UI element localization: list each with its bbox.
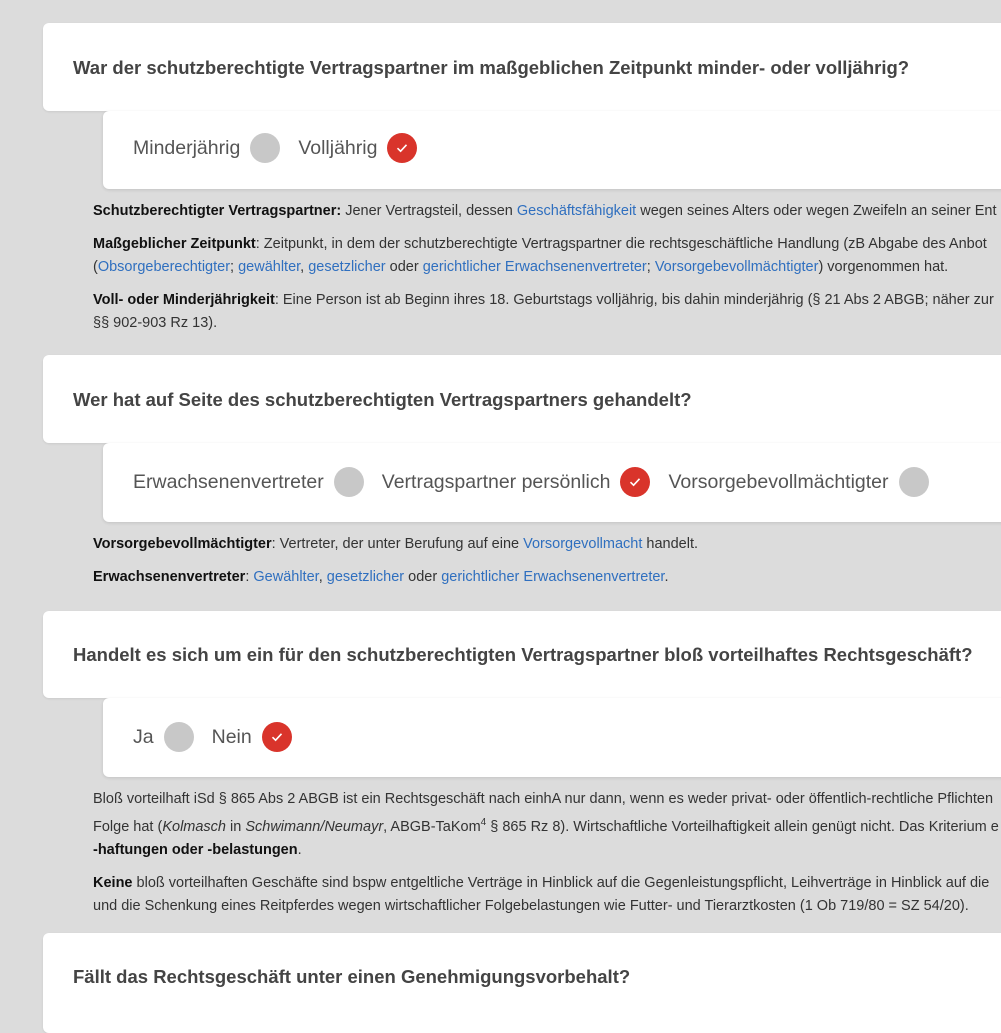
- option-label: Ja: [133, 725, 154, 748]
- option-nein[interactable]: [212, 722, 292, 752]
- text: Jener Vertragsteil, dessen: [341, 203, 517, 219]
- option-ja[interactable]: [133, 722, 194, 752]
- option-label: Vertragspartner persönlich: [381, 470, 611, 493]
- answer-card-advantage: [103, 698, 1001, 777]
- radio-checked-icon[interactable]: [262, 722, 292, 752]
- term: Keine: [93, 874, 133, 891]
- text: ) vorgenommen hat.: [818, 259, 949, 275]
- checkmark-icon: [628, 475, 642, 489]
- question-text: War der schutzberechtigte Vertragspartner im maßgeblichen Zeitpunkt minder- oder volljährig?: [73, 57, 910, 78]
- text: .: [297, 841, 302, 858]
- radio-unchecked-icon[interactable]: [899, 467, 929, 497]
- link-gewaehlter[interactable]: gewählter: [238, 259, 301, 275]
- edition: 4: [480, 817, 487, 828]
- info-block-advantage: [93, 788, 1001, 918]
- answer-card-actor: [103, 443, 1001, 522]
- option-minderjaehrig[interactable]: [133, 133, 280, 163]
- text: oder: [385, 259, 423, 275]
- option-vertragspartner-persoenlich[interactable]: [382, 467, 651, 497]
- link-vorsorgebevollmaechtigter[interactable]: Vorsorgebevollmächtigter: [654, 259, 819, 275]
- question-text: Fällt das Rechtsgeschäft unter einen Genehmigungsvorbehalt?: [73, 966, 631, 987]
- text: , ABGB-TaKom: [383, 818, 481, 835]
- text: (: [93, 259, 98, 275]
- option-label: Erwachsenenvertreter: [133, 470, 324, 493]
- text: Folge hat (: [93, 818, 163, 835]
- text: §§ 902-903 Rz 13).: [93, 315, 218, 331]
- term: Schutzberechtigter Vertragspartner:: [93, 203, 342, 219]
- text: : Zeitpunkt, in dem der schutzberechtigte Vertragspartner die rechtsgeschäftliche Handlung (zB Abgabe des Anbot: [255, 236, 987, 252]
- text: § 865 Rz 8). Wirtschaftliche Vorteilhaftigkeit allein genügt nicht. Das Kriterium e: [486, 818, 999, 835]
- text: ,: [300, 259, 309, 275]
- radio-checked-icon[interactable]: [620, 467, 650, 497]
- question-card-advantage: [43, 611, 1001, 698]
- text: wegen seines Alters oder wegen Zweifeln an seiner Ent: [636, 203, 997, 219]
- text: : Eine Person ist ab Beginn ihres 18. Geburtstags volljährig, bis dahin minderjährig (§ 21 Abs 2 ABGB; näher zur: [274, 292, 994, 308]
- option-vorsorgebevollmaechtigter[interactable]: [668, 467, 928, 497]
- text: .: [664, 569, 669, 585]
- text: handelt.: [642, 536, 699, 552]
- radio-unchecked-icon[interactable]: [250, 133, 280, 163]
- question-text: Wer hat auf Seite des schutzberechtigten Vertragspartners gehandelt?: [73, 389, 692, 410]
- work: Schwimann/Neumayr: [245, 818, 384, 835]
- radio-unchecked-icon[interactable]: [164, 722, 194, 752]
- text: Bloß vorteilhaft iSd § 865 Abs 2 ABGB ist ein Rechtsgeschäft nach einhA nur dann, wenn es weder privat- oder öffentlich-rechtliche Pflichten: [93, 791, 994, 807]
- link-gesetzlicher[interactable]: gesetzlicher: [326, 569, 405, 585]
- option-label: Vorsorgebevollmächtigter: [668, 470, 889, 493]
- text: ;: [230, 259, 239, 275]
- text: bloß vorteilhaften Geschäfte sind bspw entgeltliche Verträge in Hinblick auf die Gegenleistungspflicht, Leihverträge in Hinblick auf die: [132, 874, 990, 891]
- question-text: Handelt es sich um ein für den schutzberechtigten Vertragspartner bloß vorteilhaftes Rechtsgeschäft?: [73, 644, 973, 665]
- option-label: Minderjährig: [133, 136, 241, 159]
- option-label: Volljährig: [298, 136, 378, 159]
- term: Maßgeblicher Zeitpunkt: [93, 236, 256, 252]
- link-vorsorgevollmacht[interactable]: Vorsorgevollmacht: [523, 536, 643, 552]
- info-block-actor: [93, 533, 1001, 589]
- term: Vorsorgebevollmächtigter: [93, 536, 272, 552]
- checkmark-icon: [270, 730, 284, 744]
- text: in: [226, 818, 246, 835]
- question-card-actor: [43, 355, 1001, 443]
- question-card-age: [43, 23, 1001, 111]
- question-card-approval: [43, 933, 1001, 1033]
- checkmark-icon: [395, 141, 409, 155]
- term: -haftungen oder -belastungen: [93, 841, 298, 858]
- term: Erwachsenenvertreter: [93, 569, 246, 585]
- link-obsorgeberechtigter[interactable]: Obsorgeberechtigter: [97, 259, 231, 275]
- radio-unchecked-icon[interactable]: [334, 467, 364, 497]
- text: oder: [404, 569, 442, 585]
- text: ;: [646, 259, 655, 275]
- link-gerichtlicher-erwachsenenvertreter[interactable]: gerichtlicher Erwachsenenvertreter: [441, 569, 665, 585]
- text: ,: [318, 569, 327, 585]
- option-erwachsenenvertreter[interactable]: [133, 467, 364, 497]
- link-geschaeftsfaehigkeit[interactable]: Geschäftsfähigkeit: [516, 203, 637, 219]
- option-volljaehrig[interactable]: [298, 133, 417, 163]
- link-gewaehlter[interactable]: Gewählter: [253, 569, 319, 585]
- author: Kolmasch: [162, 818, 226, 835]
- radio-checked-icon[interactable]: [387, 133, 417, 163]
- text: und die Schenkung eines Reitpferdes wegen wirtschaftlicher Folgebelastungen wie Futter- und Tierarztkosten (1 Ob 719/80 = SZ 54/20).: [93, 897, 969, 914]
- link-gesetzlicher[interactable]: gesetzlicher: [308, 259, 386, 275]
- option-label: Nein: [211, 725, 252, 748]
- text: : Vertreter, der unter Berufung auf eine: [271, 536, 524, 552]
- link-gerichtlicher-erwachsenenvertreter[interactable]: gerichtlicher Erwachsenenvertreter: [422, 259, 647, 275]
- answer-card-age: [103, 111, 1001, 189]
- text: :: [245, 569, 254, 585]
- info-block-age: [93, 200, 1001, 335]
- term: Voll- oder Minderjährigkeit: [93, 292, 275, 308]
